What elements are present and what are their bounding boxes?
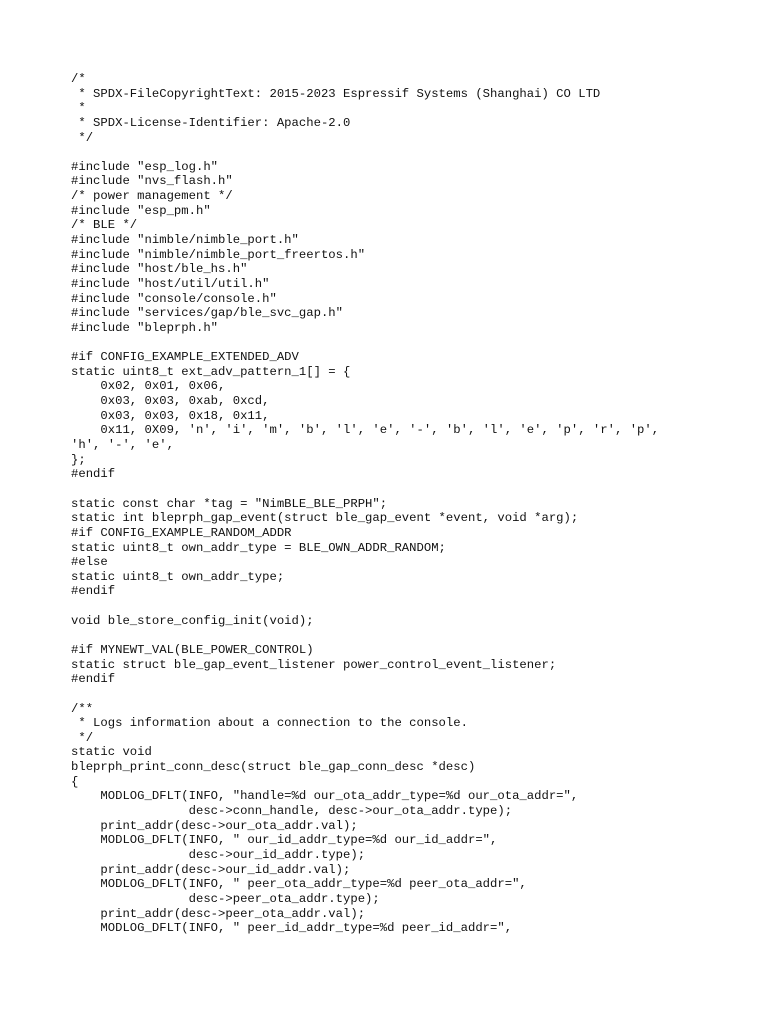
code-line: #include "host/ble_hs.h" [71, 262, 248, 277]
source-code-block [71, 72, 761, 936]
code-line: */ [71, 130, 94, 145]
code-line: bleprph_print_conn_desc(struct ble_gap_conn_desc *desc) [71, 760, 476, 775]
code-line [71, 687, 761, 702]
code-line: #include "console/console.h" [71, 291, 277, 306]
code-line: 0x03, 0x03, 0xab, 0xcd, [71, 394, 270, 409]
code-line: #include "nimble/nimble_port_freertos.h" [71, 247, 366, 262]
code-line: print_addr(desc->our_ota_addr.val); [71, 818, 358, 833]
code-line: * [71, 101, 86, 116]
code-line: static void [71, 745, 152, 760]
code-line: desc->conn_handle, desc->our_ota_addr.type); [71, 804, 513, 819]
code-line: #endif [71, 672, 116, 687]
code-line [71, 599, 761, 614]
code-line: static uint8_t own_addr_type; [71, 569, 285, 584]
code-line: * Logs information about a connection to the console. [71, 716, 468, 731]
code-line: #include "nimble/nimble_port.h" [71, 233, 299, 248]
code-line: 0x03, 0x03, 0x18, 0x11, [71, 408, 270, 423]
code-line: static uint8_t ext_adv_pattern_1[] = { [71, 364, 351, 379]
code-line: /** [71, 701, 94, 716]
code-line: desc->peer_ota_addr.type); [71, 891, 380, 906]
code-line: void ble_store_config_init(void); [71, 613, 314, 628]
code-line: #if CONFIG_EXAMPLE_EXTENDED_ADV [71, 350, 299, 365]
code-line: MODLOG_DFLT(INFO, " our_id_addr_type=%d our_id_addr=", [71, 833, 498, 848]
code-line: #else [71, 555, 108, 570]
code-line: #include "esp_log.h" [71, 159, 219, 174]
code-line: /* power management */ [71, 189, 233, 204]
code-line: desc->our_id_addr.type); [71, 847, 366, 862]
code-line: #endif [71, 467, 116, 482]
code-line: #endif [71, 584, 116, 599]
code-line: }; [71, 452, 86, 467]
code-line: static struct ble_gap_event_listener power_control_event_listener; [71, 657, 557, 672]
code-line [71, 145, 761, 160]
code-line: MODLOG_DFLT(INFO, " peer_ota_addr_type=%d peer_ota_addr=", [71, 877, 527, 892]
code-line: 'h', '-', 'e', [71, 438, 174, 453]
code-line: static const char *tag = "NimBLE_BLE_PRPH"; [71, 496, 388, 511]
code-line: #if MYNEWT_VAL(BLE_POWER_CONTROL) [71, 642, 314, 657]
code-line: MODLOG_DFLT(INFO, " peer_id_addr_type=%d peer_id_addr=", [71, 921, 513, 936]
code-line: 0x02, 0x01, 0x06, [71, 379, 226, 394]
code-line: static int bleprph_gap_event(struct ble_gap_event *event, void *arg); [71, 511, 579, 526]
code-line: { [71, 774, 79, 789]
code-line: /* [71, 72, 86, 86]
code-line: MODLOG_DFLT(INFO, "handle=%d our_ota_addr_type=%d our_ota_addr=", [71, 789, 579, 804]
code-line: */ [71, 730, 94, 745]
code-line: static uint8_t own_addr_type = BLE_OWN_ADDR_RANDOM; [71, 540, 446, 555]
code-line: #include "services/gap/ble_svc_gap.h" [71, 306, 343, 321]
code-line [71, 336, 761, 351]
code-line: * SPDX-License-Identifier: Apache-2.0 [71, 115, 351, 130]
code-line: print_addr(desc->our_id_addr.val); [71, 862, 351, 877]
code-line [71, 628, 761, 643]
code-line: print_addr(desc->peer_ota_addr.val); [71, 906, 366, 921]
code-line: /* BLE */ [71, 218, 138, 233]
code-line: 0x11, 0X09, 'n', 'i', 'm', 'b', 'l', 'e', '-', 'b', 'l', 'e', 'p', 'r', 'p', [71, 423, 660, 438]
code-line: * SPDX-FileCopyrightText: 2015-2023 Espressif Systems (Shanghai) CO LTD [71, 86, 601, 101]
code-line: #include "esp_pm.h" [71, 203, 211, 218]
code-line: #include "nvs_flash.h" [71, 174, 233, 189]
code-line: #include "host/util/util.h" [71, 276, 270, 291]
code-line: #if CONFIG_EXAMPLE_RANDOM_ADDR [71, 525, 292, 540]
code-line [71, 482, 761, 497]
code-line: #include "bleprph.h" [71, 320, 219, 335]
